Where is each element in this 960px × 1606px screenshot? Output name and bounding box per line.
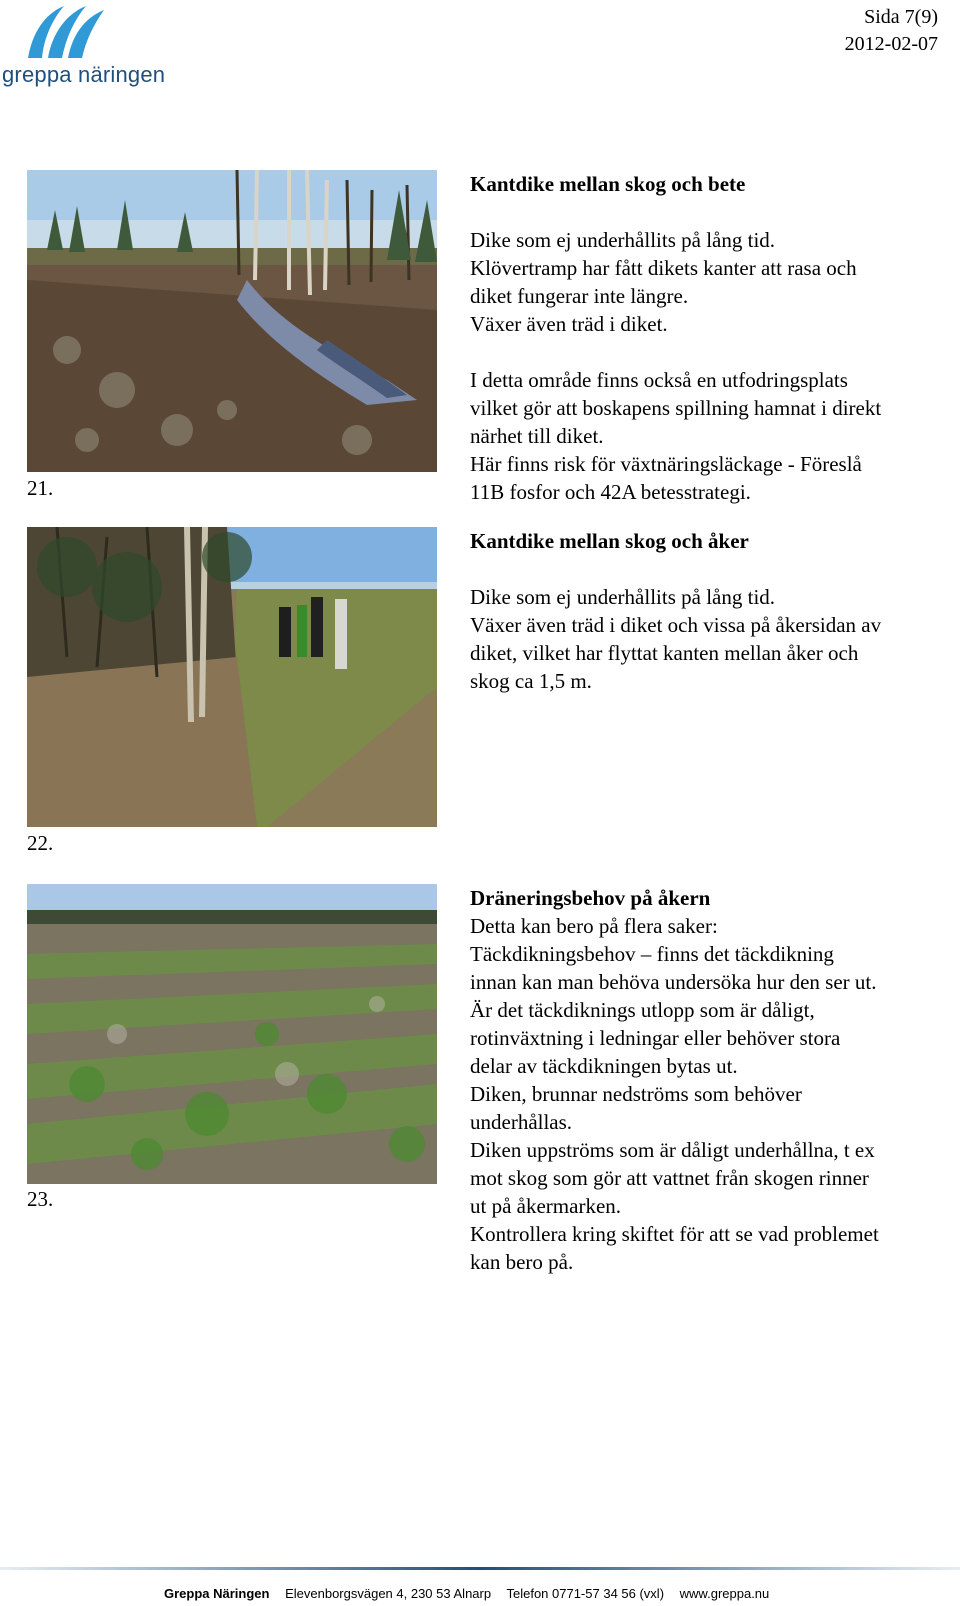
paragraph-line: ut på åkermarken. [470, 1194, 622, 1218]
paragraph-line: delar av täckdikningen bytas ut. [470, 1054, 738, 1078]
paragraph-line: 11B fosfor och 42A betesstrategi. [470, 480, 751, 504]
paragraph-line: I detta område finns också en utfodringsplats [470, 368, 848, 392]
section-21 [470, 170, 940, 506]
section-heading: Dräneringsbehov på åkern [470, 886, 711, 910]
paragraph-line: Detta kan bero på flera saker: [470, 914, 718, 938]
item-number: 22. [27, 831, 54, 855]
paragraph-line: Dike som ej underhållits på lång tid. [470, 585, 776, 609]
paragraph-line: innan kan man behöva undersöka hur den ser ut. [470, 970, 877, 994]
footer-divider [0, 1567, 960, 1570]
footer-phone: Telefon 0771-57 34 56 (vxl) [506, 1586, 665, 1601]
footer-website: www.greppa.nu [679, 1586, 770, 1601]
photo-ditch-forest-pasture [27, 170, 437, 472]
section-heading: Kantdike mellan skog och åker [470, 529, 749, 553]
paragraph-line: Diken, brunnar nedströms som behöver [470, 1082, 802, 1106]
page-number: Sida 7(9) [864, 6, 938, 28]
paragraph-line: mot skog som gör att vattnet från skogen rinner [470, 1166, 869, 1190]
paragraph-line: Här finns risk för växtnäringsläckage - Föreslå [470, 452, 862, 476]
photo-ditch-forest-field [27, 527, 437, 827]
section-22 [470, 527, 940, 695]
paragraph-line: vilket gör att boskapens spillning hamnat i direkt [470, 396, 882, 420]
footer [164, 1586, 781, 1601]
paragraph-line: Växer även träd i diket och vissa på åkersidan av [470, 613, 882, 637]
footer-company: Greppa Näringen [164, 1586, 270, 1601]
paragraph-line: Dike som ej underhållits på lång tid. [470, 228, 776, 252]
paragraph-line: underhållas. [470, 1110, 573, 1134]
photo-field-drainage [27, 884, 437, 1184]
paragraph-line: Klövertramp har fått dikets kanter att rasa och [470, 256, 857, 280]
footer-address: Elevenborgsvägen 4, 230 53 Alnarp [285, 1586, 492, 1601]
paragraph-line: Är det täckdiknings utlopp som är dåligt, [470, 998, 815, 1022]
document-date: 2012-02-07 [844, 33, 938, 55]
logo-swoosh-icon [22, 0, 122, 62]
paragraph-line: Kontrollera kring skiftet för att se vad problemet [470, 1222, 879, 1246]
logo-text: greppa näringen [2, 62, 166, 87]
page-info [845, 4, 938, 58]
greppa-logo [0, 0, 170, 95]
item-number: 23. [27, 1187, 54, 1211]
paragraph-line: kan bero på. [470, 1250, 574, 1274]
paragraph-line: Växer även träd i diket. [470, 312, 668, 336]
paragraph-line: skog ca 1,5 m. [470, 669, 592, 693]
paragraph-line: diket fungerar inte längre. [470, 284, 689, 308]
paragraph-line: Diken uppströms som är dåligt underhållna, t ex [470, 1138, 875, 1162]
paragraph-line: diket, vilket har flyttat kanten mellan åker och [470, 641, 859, 665]
paragraph-line: rotinväxtning i ledningar eller behöver stora [470, 1026, 841, 1050]
section-heading: Kantdike mellan skog och bete [470, 172, 746, 196]
paragraph-line: Täckdikningsbehov – finns det täckdikning [470, 942, 834, 966]
section-23 [470, 884, 940, 1276]
paragraph-line: närhet till diket. [470, 424, 604, 448]
item-number: 21. [27, 476, 54, 500]
